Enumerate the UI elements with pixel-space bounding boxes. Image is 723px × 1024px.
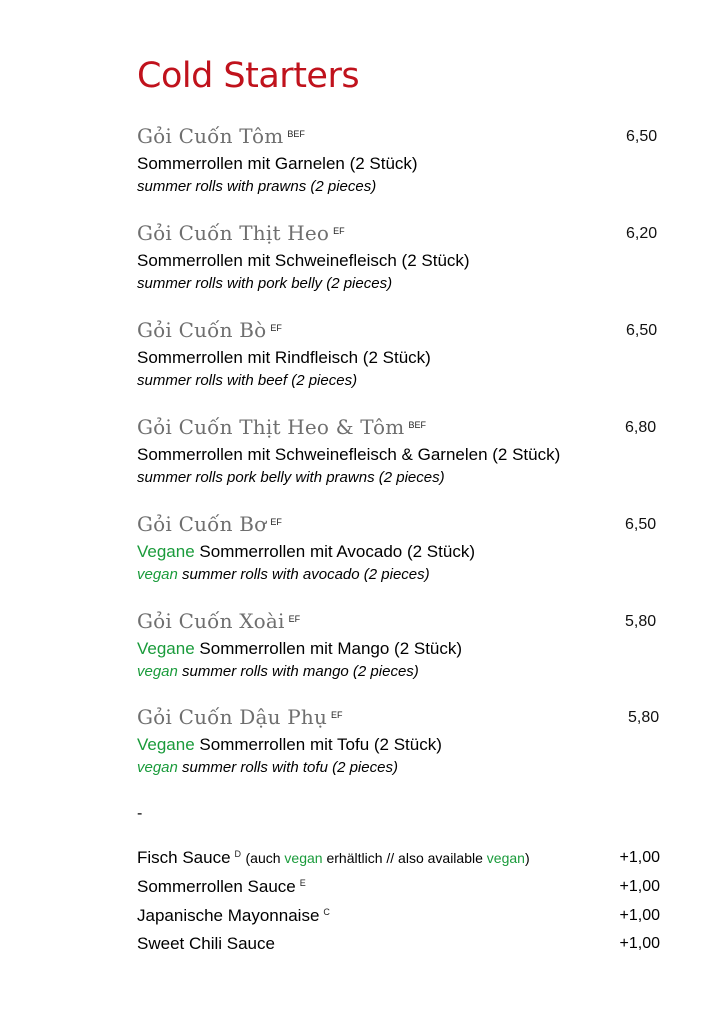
menu-item [137, 705, 667, 776]
menu-item [137, 512, 667, 583]
dish-name: Gỏi Cuốn Xoài [137, 609, 285, 633]
allergen-code: E [299, 877, 306, 888]
description-en: summer rolls with beef (2 pieces) [137, 372, 358, 389]
sauce-row [137, 906, 660, 928]
dish-name: Gỏi Cuốn Bơ [137, 512, 267, 536]
allergen-code: EF [331, 709, 343, 720]
description-de: Vegane Sommerrollen mit Mango (2 Stück) [137, 639, 463, 658]
dish-name: Gỏi Cuốn Dậu Phụ [137, 705, 328, 729]
vegan-label: vegan [137, 663, 178, 680]
allergen-code: BEF [287, 128, 305, 139]
menu-item [137, 221, 667, 292]
allergen-code: EF [270, 322, 282, 333]
sauce-name: Japanische Mayonnaise [137, 906, 320, 925]
dish-name: Gỏi Cuốn Tôm [137, 124, 284, 148]
description-en: summer rolls with pork belly (2 pieces) [137, 275, 393, 292]
sauce-row [137, 848, 660, 870]
description-de: Vegane Sommerrollen mit Tofu (2 Stück) [137, 735, 442, 754]
price: +1,00 [619, 878, 660, 895]
sauce-name: Fisch Sauce [137, 848, 231, 867]
price: 6,50 [626, 128, 658, 145]
vegan-label: vegan [137, 566, 178, 583]
description-en: vegan summer rolls with tofu (2 pieces) [137, 759, 398, 776]
menu-item [137, 609, 667, 680]
allergen-code: EF [288, 613, 301, 624]
price: 6,20 [626, 225, 658, 242]
vegan-label: Vegane [137, 639, 195, 658]
description-de: Sommerrollen mit Garnelen (2 Stück) [137, 154, 418, 173]
description-en: summer rolls pork belly with prawns (2 pieces) [137, 469, 445, 486]
price: 6,50 [625, 516, 657, 533]
description-de: Sommerrollen mit Schweinefleisch & Garnelen (2 Stück) [137, 445, 561, 464]
dish-name: Gỏi Cuốn Thịt Heo & Tôm [137, 415, 405, 439]
price: 5,80 [625, 613, 657, 630]
allergen-code: C [323, 906, 330, 917]
menu-item [137, 318, 667, 389]
sauce-name: Sweet Chili Sauce [137, 934, 275, 953]
price: +1,00 [619, 849, 660, 866]
vegan-label: vegan [284, 850, 323, 866]
description-de: Sommerrollen mit Rindfleisch (2 Stück) [137, 348, 431, 367]
vegan-label: vegan [486, 850, 525, 866]
vegan-label: Vegane [137, 735, 195, 754]
description-en: vegan summer rolls with avocado (2 pieces) [137, 566, 430, 583]
allergen-code: EF [270, 516, 282, 527]
description-de: Vegane Sommerrollen mit Avocado (2 Stück) [137, 542, 475, 561]
description-de: Sommerrollen mit Schweinefleisch (2 Stück) [137, 251, 470, 270]
section-divider: - [137, 805, 143, 822]
dish-name: Gỏi Cuốn Bò [137, 318, 267, 342]
allergen-code: BEF [408, 419, 426, 430]
page-title: Cold Starters [137, 56, 360, 96]
sauce-row [137, 877, 660, 899]
price: 5,80 [628, 709, 660, 726]
dish-name: Gỏi Cuốn Thịt Heo [137, 221, 330, 245]
allergen-code: D [234, 848, 242, 859]
price: 6,80 [625, 419, 657, 436]
sauce-note: (auch vegan erhältlich // also available vegan) [245, 850, 530, 866]
description-en: vegan summer rolls with mango (2 pieces) [137, 663, 419, 680]
price: +1,00 [619, 935, 660, 952]
sauce-name: Sommerrollen Sauce [137, 877, 296, 896]
price: 6,50 [626, 322, 658, 339]
menu-item [137, 415, 667, 486]
allergen-code: EF [333, 225, 345, 236]
price: +1,00 [619, 907, 660, 924]
description-en: summer rolls with prawns (2 pieces) [137, 178, 377, 195]
sauce-row [137, 934, 660, 956]
menu-item [137, 124, 667, 195]
vegan-label: Vegane [137, 542, 195, 561]
vegan-label: vegan [137, 759, 178, 776]
